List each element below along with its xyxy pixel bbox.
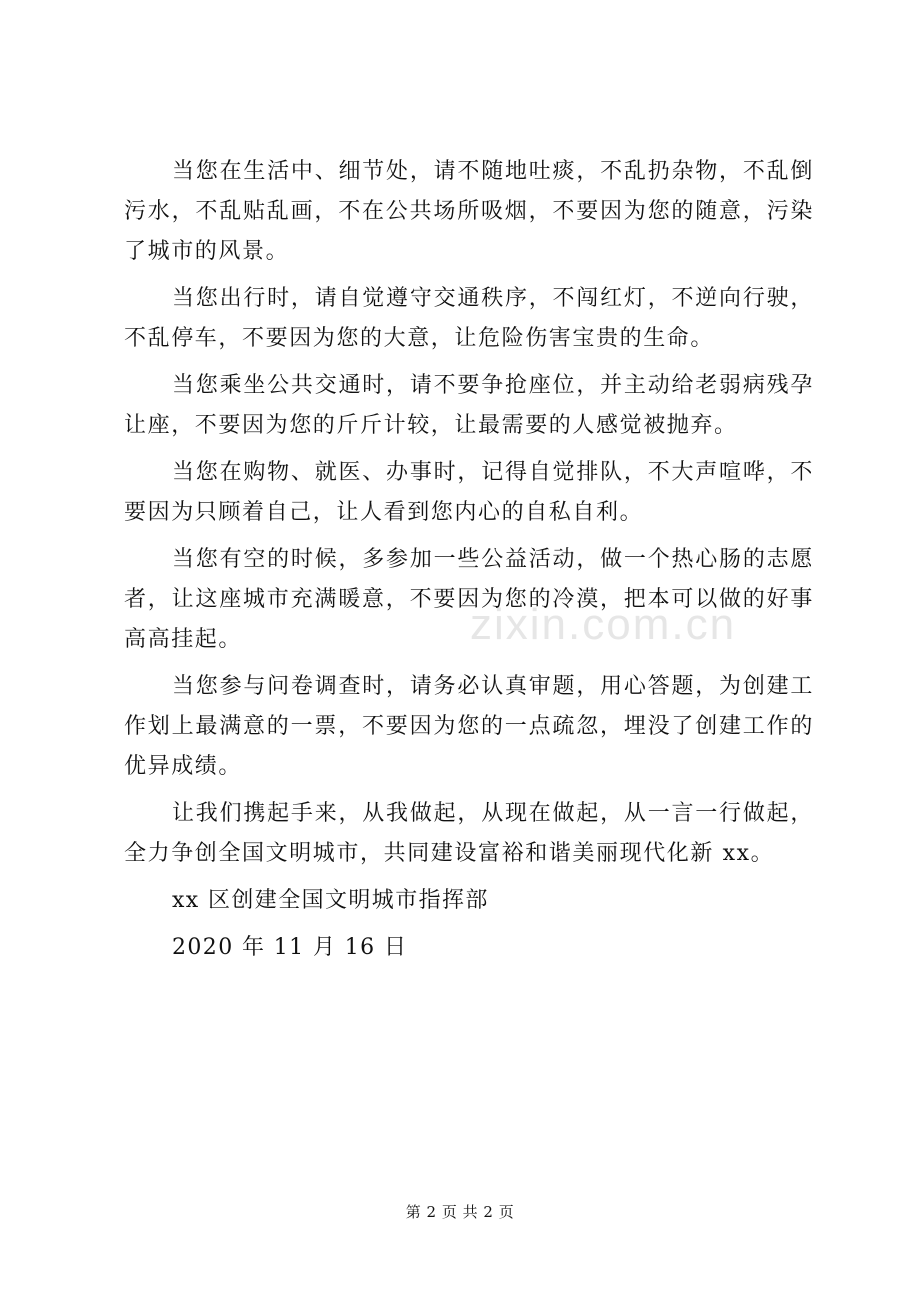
date: 2020 年 11 月 16 日 [172, 935, 408, 960]
paragraph-daily-life: 当您在生活中、细节处，请不随地吐痰，不乱扔杂物，不乱倒污水，不乱贴乱画，不在公共场所吸烟，不要因为您的随意，污染了城市的风景。 [124, 159, 814, 264]
paragraph-call-to-action: 让我们携起手来，从我做起，从现在做起，从一言一行做起，全力争创全国文明城市，共同建设富裕和谐美丽现代化新 xx。 [124, 801, 814, 866]
paragraph-survey: 当您参与问卷调查时，请务必认真审题，用心答题，为创建工作划上最满意的一票，不要因为您的一点疏忽，埋没了创建工作的优异成绩。 [124, 674, 814, 779]
document-body [124, 152, 814, 975]
signature: xx 区创建全国文明城市指挥部 [172, 888, 489, 913]
paragraph-public-transport: 当您乘坐公共交通时，请不要争抢座位，并主动给老弱病残孕让座，不要因为您的斤斤计较，让最需要的人感觉被抛弃。 [124, 373, 814, 438]
watermark: zixin.com.cn [470, 600, 737, 649]
page-footer: 第 2 页 共 2 页 [405, 1203, 515, 1221]
paragraph-traffic: 当您出行时，请自觉遵守交通秩序，不闯红灯，不逆向行驶，不乱停车，不要因为您的大意，让危险伤害宝贵的生命。 [124, 286, 814, 351]
paragraph-volunteer: 当您有空的时候，多参加一些公益活动，做一个热心肠的志愿者，让这座城市充满暖意，不要因为您的冷漠，把本可以做的好事高高挂起。 [124, 547, 814, 652]
paragraph-queue: 当您在购物、就医、办事时，记得自觉排队，不大声喧哗，不要因为只顾着自己，让人看到您内心的自私自利。 [124, 460, 814, 525]
